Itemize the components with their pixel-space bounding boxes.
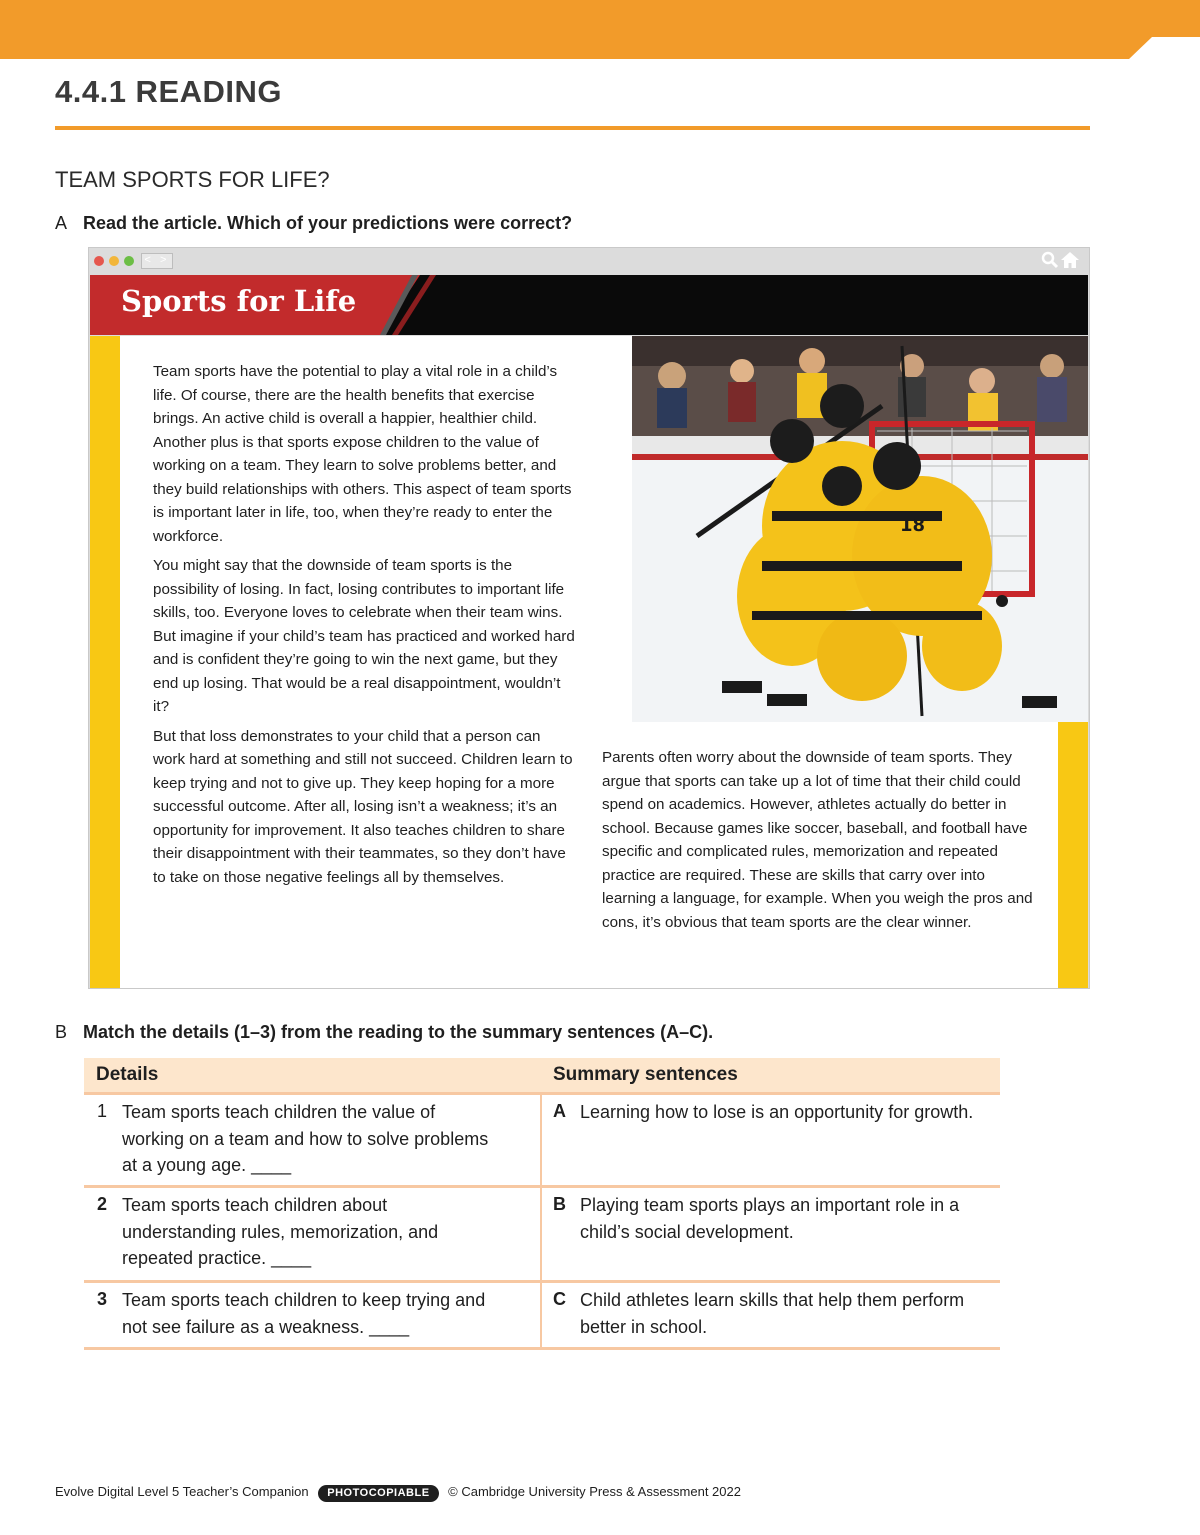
- jersey-number: 18: [900, 515, 926, 536]
- hockey-team-photo: [632, 336, 1088, 722]
- footer-book-title: Evolve Digital Level 5 Teacher’s Companion: [55, 1484, 309, 1499]
- detail-number: 1: [97, 1101, 108, 1121]
- section-rule: [55, 126, 1090, 130]
- column-divider: [540, 1188, 542, 1280]
- details-column-header: Details: [96, 1064, 159, 1085]
- article-content-area: [90, 336, 1088, 988]
- top-orange-bar: [0, 0, 1200, 59]
- search-home-icons: [1041, 250, 1081, 270]
- part-a-instruction: [55, 213, 572, 234]
- column-divider: [540, 1095, 542, 1185]
- part-b-text: Match the details (1–3) from the reading to the summary sentences (A–C).: [83, 1022, 714, 1042]
- article-paragraph: Team sports have the potential to play a vital role in a child’s life. Of course, there are the health benefits that exercise brings. An active child is overall a happier, healthier child. Another plus is that sports expose children to the value of working on a team. They learn to solve problems better, and they build relationships with others. This aspect of team sports is important later in life, too, when they’re ready to enter the workforce.: [153, 363, 572, 545]
- part-a-text: Read the article. Which of your predictions were correct?: [83, 213, 573, 233]
- detail-text: Team sports teach children the value of working on a team and how to solve problems at a young age. ____: [122, 1102, 489, 1175]
- summary-column-header: Summary sentences: [553, 1064, 738, 1085]
- summary-text: Learning how to lose is an opportunity for growth.: [580, 1102, 974, 1122]
- close-dot-icon: [94, 256, 104, 266]
- summary-letter: B: [553, 1194, 566, 1214]
- part-b-letter: B: [55, 1022, 68, 1042]
- article-paragraph: You might say that the downside of team sports is the possibility of losing. In fact, losing contributes to important life skills, too. Everyone loves to celebrate when their team wins. But imagine if your child’s team has practiced and worked hard and is confident they’re going to win the next game, but they end up losing. That would be a real disappointment, wouldn’t it?: [153, 557, 575, 715]
- article-body: [120, 336, 1058, 988]
- browser-toolbar-icons: [1041, 250, 1081, 275]
- section-heading: 4.4.1 READING: [55, 74, 283, 109]
- table-row: [84, 1185, 1000, 1280]
- summary-text: Playing team sports plays an important role in a child’s social development.: [580, 1195, 960, 1242]
- table-row: [84, 1092, 1000, 1185]
- minimize-dot-icon: [109, 256, 119, 266]
- article-paragraph: Parents often worry about the downside of team sports. They argue that sports can take up a lot of time that their child could spend on academics. However, athletes actually do better in school. Because games like soccer, baseball, and football have specific and complicated rules, memorization and repeated practice are required. These are skills that carry over into learning a language, for example. When you weigh the pros and cons, it’s obvious that team sports are the clear winner.: [602, 749, 1033, 931]
- home-icon: [1061, 252, 1079, 268]
- browser-frame: [88, 247, 1090, 989]
- hockey-celebration-image: [632, 336, 1088, 722]
- nav-arrows: < >: [141, 253, 173, 269]
- detail-number: 3: [97, 1289, 108, 1309]
- search-icon: [1043, 253, 1057, 267]
- part-b-instruction: [55, 1022, 713, 1043]
- detail-text: Team sports teach children about understanding rules, memorization, and repeated practice. ____: [122, 1195, 439, 1268]
- table-header-row: [84, 1058, 1000, 1092]
- banner-title: Sports for Life: [121, 284, 357, 318]
- article-column-left: [153, 360, 575, 895]
- maximize-dot-icon: [124, 256, 134, 266]
- summary-letter: C: [553, 1289, 566, 1309]
- table-row: [84, 1280, 1000, 1350]
- article-column-right: [602, 746, 1042, 940]
- page-footer: [55, 1484, 741, 1502]
- page-subtitle: TEAM SPORTS FOR LIFE?: [55, 167, 330, 192]
- detail-text: Team sports teach children to keep trying and not see failure as a weakness. ____: [122, 1290, 486, 1337]
- matching-table: [84, 1058, 1000, 1348]
- article-paragraph: But that loss demonstrates to your child that a person can work hard at something and still not succeed. Children learn to keep trying and not to give up. They keep hoping for a more successful outcome. After all, losing isn’t a weakness; it’s an opportunity for improvement. It also teaches children to share their disappointment with their teammates, so they don’t have to take on those negative feelings all by themselves.: [153, 727, 573, 886]
- footer-copyright: © Cambridge University Press & Assessment 2022: [448, 1484, 741, 1499]
- photocopiable-badge: PHOTOCOPIABLE: [318, 1485, 438, 1502]
- article-banner: [90, 275, 1088, 335]
- detail-number: 2: [97, 1194, 108, 1214]
- summary-text: Child athletes learn skills that help them perform better in school.: [580, 1290, 965, 1337]
- part-a-letter: A: [55, 213, 68, 233]
- summary-letter: A: [553, 1101, 566, 1121]
- column-divider: [540, 1283, 542, 1347]
